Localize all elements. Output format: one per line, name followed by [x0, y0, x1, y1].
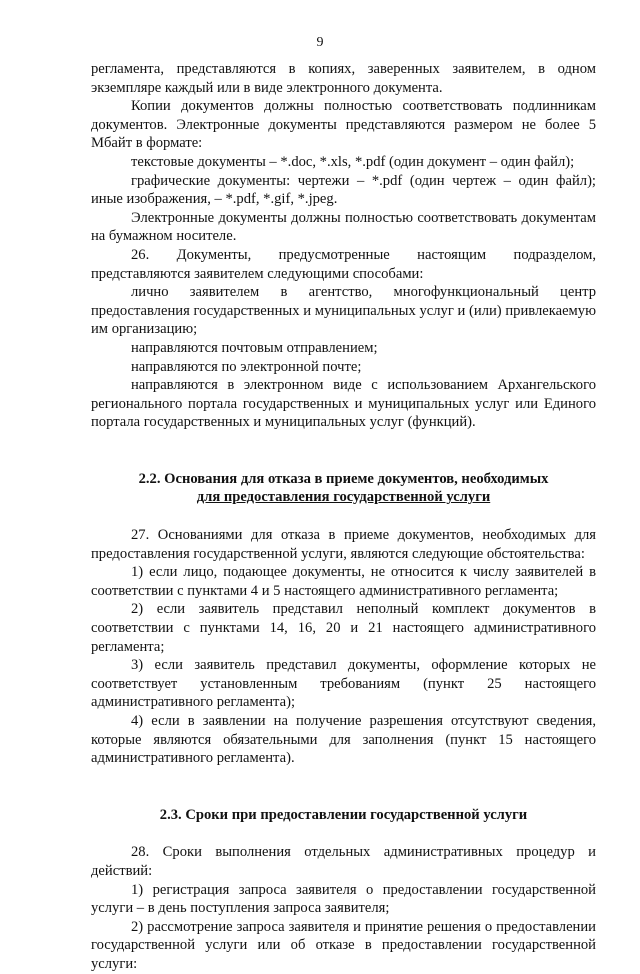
paragraph: направляются по электронной почте;	[131, 358, 362, 375]
paragraph-28-item-2: 2) рассмотрение запроса заявителя и принятие решения о предоставлении государственной услуги или об отказе в предоставлении государственной услуги:	[91, 918, 596, 972]
page-number: 9	[316, 35, 324, 50]
paragraph: направляются в электронном виде с использованием Архангельского регионального портала государственных и муниципальных услуг или Единого портала государственных и муниципальных услуг (функций).	[91, 377, 596, 431]
section-2-2-heading	[91, 470, 596, 507]
paragraph: лично заявителем в агентство, многофункциональный центр предоставления государственных и муниципальных услуг и (или) привлекаемую им организацию;	[91, 284, 596, 338]
paragraph-28-item-1: 1) регистрация запроса заявителя о предоставлении государственной услуги – в день поступления запроса заявителя;	[91, 881, 596, 917]
paragraph-28: 28. Сроки выполнения отдельных административных процедур и действий:	[91, 844, 596, 879]
paragraph: Электронные документы должны полностью соответствовать документам на бумажном носителе.	[91, 209, 596, 245]
paragraph-27-item-4: 4) если в заявлении на получение разрешения отсутствуют сведения, которые являются обязательными для заполнения (пункт 15 настоящего административного регламента).	[91, 713, 596, 767]
section-2-3-heading: 2.3. Сроки при предоставлении государственной услуги	[159, 806, 528, 823]
paragraph: регламента, представляются в копиях, заверенных заявителем, в одном экземпляре каждый или в виде электронного документа.	[91, 61, 596, 96]
section-2-3-body	[91, 843, 596, 973]
paragraph: графические документы: чертежи – *.pdf (один чертеж – один файл); иные изображения, – *.pdf, *.gif, *.jpeg.	[91, 172, 596, 208]
section-2-2-title-line2: для предоставления государственной услуги	[196, 489, 491, 506]
paragraph: 26. Документы, предусмотренные настоящим подразделом, представляются заявителем следующими способами:	[91, 246, 596, 282]
paragraph-27-item-2: 2) если заявитель представил неполный комплект документов в соответствии с пунктами 14, 16, 20 и 21 настоящего административного регламента;	[91, 601, 596, 655]
paragraph-27-item-3: 3) если заявитель представил документы, оформление которых не соответствует установленным требованиям (пункт 25 настоящего административного регламента);	[91, 657, 596, 711]
section-2-2-title-line1: 2.2. Основания для отказа в приеме документов, необходимых	[138, 470, 549, 487]
paragraph: текстовые документы – *.doc, *.xls, *.pdf (один документ – один файл);	[131, 153, 575, 170]
paragraph: направляются почтовым отправлением;	[131, 339, 378, 356]
paragraph-27-item-1: 1) если лицо, подающее документы, не относится к числу заявителей в соответствии с пунктами 4 и 5 настоящего административного регламента;	[91, 564, 596, 599]
section-2-2-body	[91, 526, 596, 768]
paragraph: Копии документов должны полностью соответствовать подлинникам документов. Электронные документы представляются размером не более 5 Мбайт в формате:	[91, 98, 596, 152]
paragraph-27: 27. Основаниями для отказа в приеме документов, необходимых для предоставления государственной услуги, являются следующие обстоятельства:	[91, 527, 596, 562]
intro-paragraphs	[91, 60, 596, 432]
document-body	[91, 60, 596, 974]
